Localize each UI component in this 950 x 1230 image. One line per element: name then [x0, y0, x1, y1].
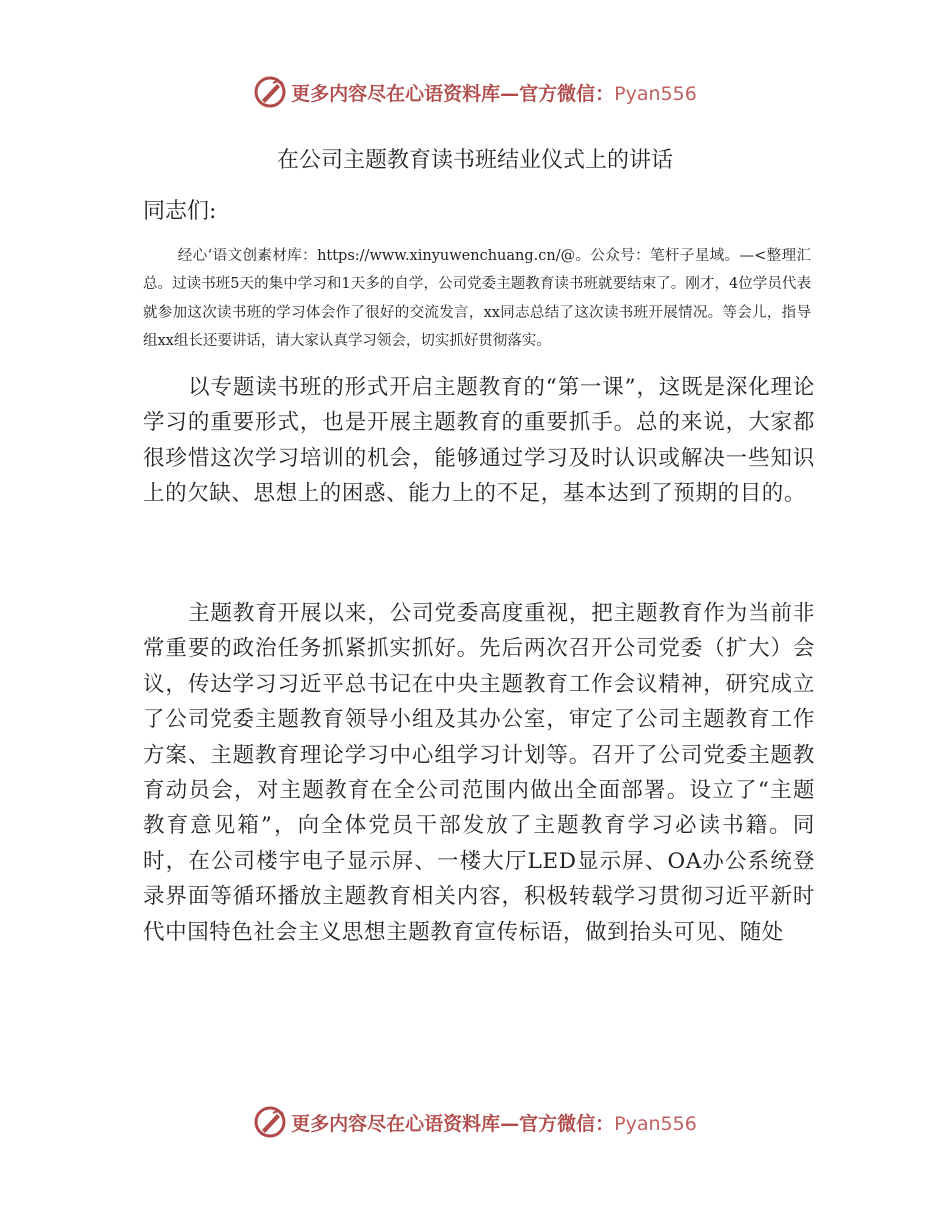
salutation: 同志们: — [143, 199, 217, 224]
intro-text: 经心‘语文创素材库：https://www.xinyuwenchuang.cn/@。公众号：笔杆子星域。—<整理汇总。过读书班5天的集中学习和1天多的自学，公司党委主题教育读书班就要结束了。刚才，4位学员代表就参加这次读书班的学习体会作了很好的交流发言，xx同志总结了这次读书班开展情况。等会儿，指导组xx组长还要讲话，请大家认真学习领会，切实抓好贯彻落实。 — [143, 248, 811, 349]
paragraph-text: 以专题读书班的形式开启主题教育的“第一课”，这既是深化理论学习的重要形式，也是开展主题教育的重要抓手。总的来说，大家都很珍惜这次学习培训的机会，能够通过学习及时认识或解决一些知识上的欠缺、思想上的困惑、能力上的不足，基本达到了预期的目的。 — [143, 375, 815, 507]
paragraph-text: 主题教育开展以来，公司党委高度重视，把主题教育作为当前非常重要的政治任务抓紧抓实抓好。先后两次召开公司党委（扩大）会议，传达学习习近平总书记在中央主题教育工作会议精神，研究成立了公司党委主题教育领导小组及其办公室，审定了公司主题教育工作方案、主题教育理论学习中心组学习计划等。召开了公司党委主题教育动员会，对主题教育在全公司范围内做出全面部署。设立了“主题教育意见箱”，向全体党员干部发放了主题教育学习必读书籍。同时，在公司楼宇电子显示屏、一楼大厅LED显示屏、OA办公系统登录界面等循环播放主题教育相关内容，积极转载学习贯彻习近平新时代中国特色社会主义思想主题教育宣传标语，做到抬头可见、随处 — [143, 601, 815, 945]
watermark-handle: Pyan556 — [614, 1112, 697, 1135]
document-title: 在公司主题教育读书班结业仪式上的讲话 — [276, 148, 673, 173]
body-paragraph-1 — [143, 370, 815, 512]
watermark-handle: Pyan556 — [614, 82, 697, 105]
body-paragraph-2 — [143, 596, 815, 950]
watermark-text — [291, 1109, 697, 1136]
header-watermark — [0, 72, 950, 112]
watermark-text — [291, 79, 697, 106]
footer-watermark — [0, 1102, 950, 1142]
watermark-label: 更多内容尽在心语资料库—官方微信： — [291, 82, 615, 105]
quill-logo-icon — [253, 1105, 287, 1139]
intro-paragraph — [143, 242, 811, 355]
watermark-label: 更多内容尽在心语资料库—官方微信： — [291, 1112, 615, 1135]
quill-logo-icon — [253, 75, 287, 109]
